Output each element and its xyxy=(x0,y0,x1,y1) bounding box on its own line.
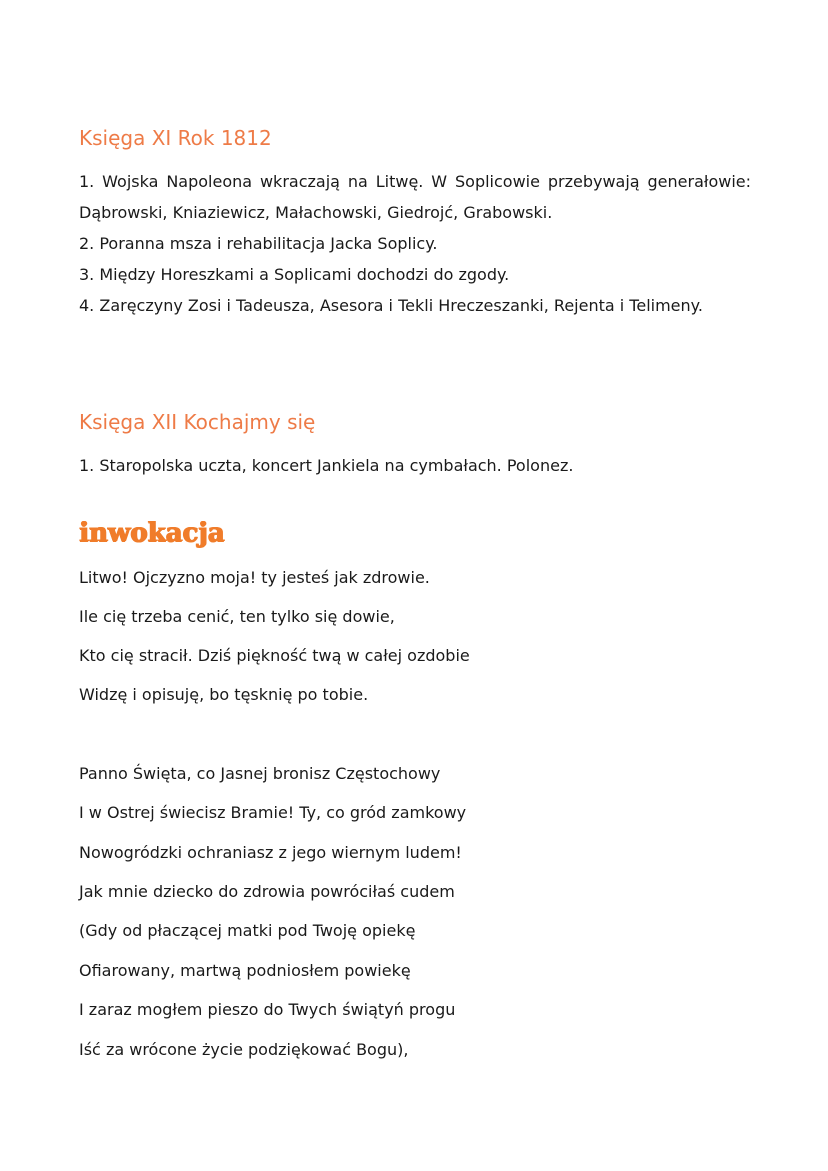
poem-line: Iść za wrócone życie podziękować Bogu), xyxy=(79,1040,409,1059)
book-11-title: Księga XI Rok 1812 xyxy=(79,126,272,150)
list-item: 1. Wojska Napoleona wkraczają na Litwę. W Soplicowie przebywają generałowie: Dąbrowski, Kniaziewicz, Małachowski, Giedrojć, Grabowski. xyxy=(79,172,751,222)
poem-line: I w Ostrej świecisz Bramie! Ty, co gród zamkowy xyxy=(79,803,467,822)
poem-line: Kto cię stracił. Dziś piękność twą w całej ozdobie xyxy=(79,646,470,665)
poem-line: (Gdy od płaczącej matki pod Twoję opiekę xyxy=(79,921,416,940)
poem-line: Ile cię trzeba cenić, ten tylko się dowie, xyxy=(79,607,395,626)
book-12-title: Księga XII Kochajmy się xyxy=(79,410,316,434)
poem-line: Widzę i opisuję, bo tęsknię po tobie. xyxy=(79,685,369,704)
list-item: 4. Zaręczyny Zosi i Tadeusza, Asesora i Tekli Hreczeszanki, Rejenta i Telimeny. xyxy=(79,296,703,315)
poem-line: I zaraz mogłem pieszo do Twych świątyń progu xyxy=(79,1000,456,1019)
book-12-list xyxy=(79,450,751,481)
poem-line: Litwo! Ojczyzno moja! ty jesteś jak zdrowie. xyxy=(79,568,430,587)
poem-line: Jak mnie dziecko do zdrowia powróciłaś cudem xyxy=(79,882,455,901)
poem-line: Ofiarowany, martwą podniosłem powiekę xyxy=(79,961,411,980)
poem-line: Panno Święta, co Jasnej bronisz Częstochowy xyxy=(79,764,441,783)
list-item: 1. Staropolska uczta, koncert Jankiela na cymbałach. Polonez. xyxy=(79,456,574,475)
invocation-heading: inwokacja xyxy=(79,518,225,548)
list-item: 3. Między Horeszkami a Soplicami dochodzi do zgody. xyxy=(79,265,510,284)
poem-line: Nowogródzki ochraniasz z jego wiernym ludem! xyxy=(79,843,462,862)
book-11-list xyxy=(79,166,751,321)
list-item: 2. Poranna msza i rehabilitacja Jacka Soplicy. xyxy=(79,234,438,253)
